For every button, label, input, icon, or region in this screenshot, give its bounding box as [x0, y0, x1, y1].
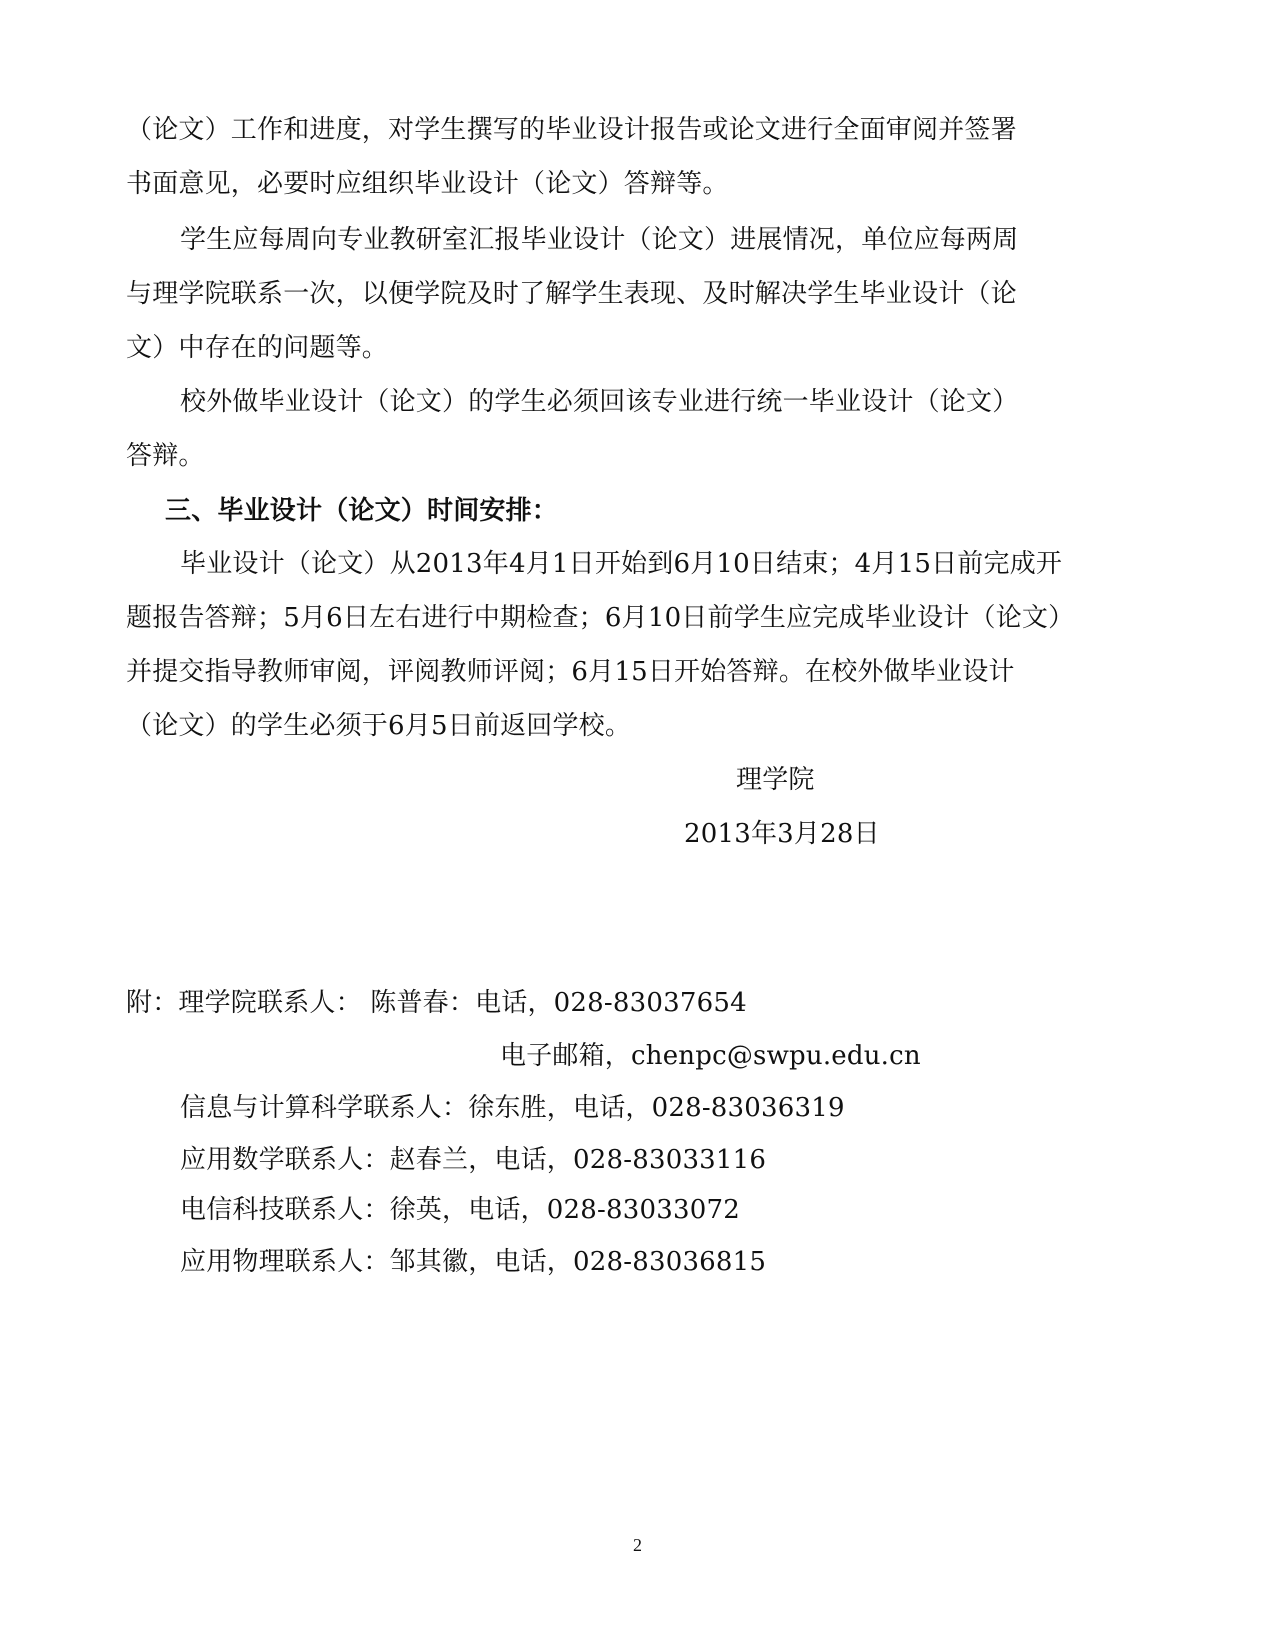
paragraph-line: 答辩。 [126, 441, 205, 471]
paragraph-line: 校外做毕业设计（论文）的学生必须回该专业进行统一毕业设计（论文） [180, 387, 1019, 417]
paragraph-line: 毕业设计（论文）从2013年4月1日开始到6月10日结束；4月15日前完成开 [180, 549, 1063, 579]
contact-line: 应用物理联系人：邹其徽，电话，028-83036815 [180, 1247, 767, 1277]
paragraph-line: 并提交指导教师审阅，评阅教师评阅；6月15日开始答辩。在校外做毕业设计 [126, 657, 1015, 687]
appendix-line: 附：理学院联系人： 陈普春：电话，028-83037654 [126, 988, 747, 1018]
appendix-email: 电子邮箱，chenpc@swpu.edu.cn [500, 1041, 921, 1071]
signature-org: 理学院 [736, 765, 815, 795]
page-number: 2 [633, 1535, 642, 1555]
paragraph-line: 与理学院联系一次，以便学院及时了解学生表现、及时解决学生毕业设计（论 [126, 279, 1017, 309]
paragraph-line: 题报告答辩；5月6日左右进行中期检查；6月10日前学生应完成毕业设计（论文） [126, 603, 1075, 633]
paragraph-line: （论文）工作和进度，对学生撰写的毕业设计报告或论文进行全面审阅并签署 [126, 115, 1017, 145]
paragraph-line: （论文）的学生必须于6月5日前返回学校。 [126, 711, 632, 741]
paragraph-line: 学生应每周向专业教研室汇报毕业设计（论文）进展情况，单位应每两周 [180, 225, 1019, 255]
signature-date: 2013年3月28日 [684, 819, 880, 849]
paragraph-line: 文）中存在的问题等。 [126, 333, 389, 363]
section-heading: 三、毕业设计（论文）时间安排： [165, 496, 559, 526]
contact-line: 电信科技联系人：徐英，电话，028-83033072 [180, 1195, 740, 1225]
contact-line: 信息与计算科学联系人：徐东胜，电话，028-83036319 [180, 1093, 845, 1123]
paragraph-line: 书面意见，必要时应组织毕业设计（论文）答辩等。 [126, 169, 729, 199]
contact-line: 应用数学联系人：赵春兰，电话，028-83033116 [180, 1145, 767, 1175]
